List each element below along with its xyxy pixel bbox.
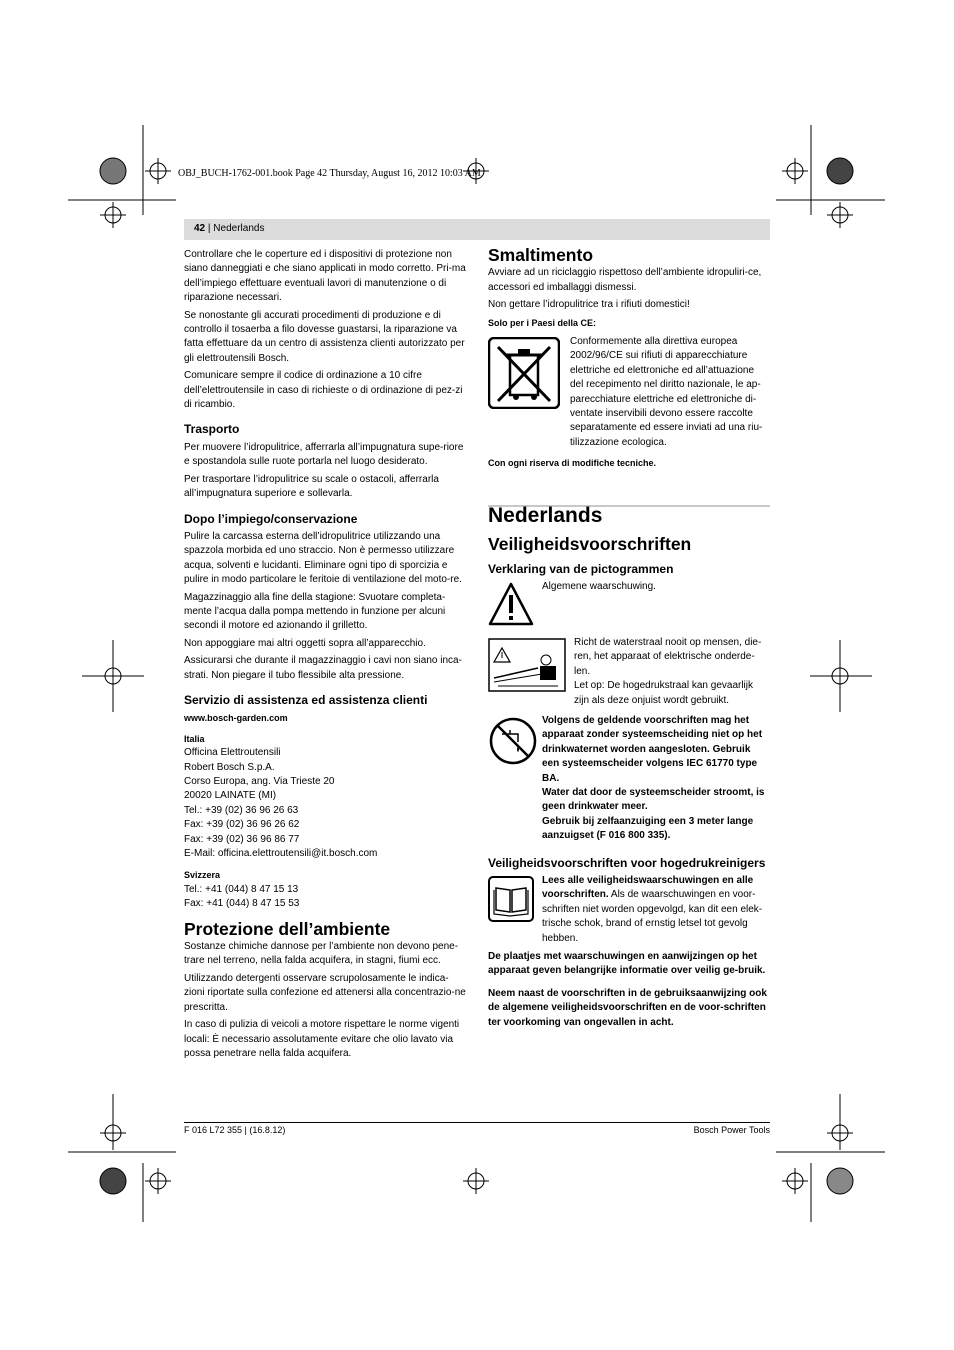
paragraph: Per trasportare l’idropulitrice su scale o ostacoli, afferrarla all’impugnatura superiore e sollevarla. xyxy=(184,473,439,500)
pictogram-text: Algemene waarschuwing. xyxy=(542,580,656,592)
section-heading-servizio: Servizio di assistenza ed assistenza clienti xyxy=(184,692,428,707)
paragraph: Assicurarsi che durante il magazzinaggio i cavi non siano inca-strati. Non piegare il tubo flessibile alta pressione. xyxy=(184,655,462,681)
water-jet-warning-icon xyxy=(488,638,566,692)
footer-left: F 016 L72 355 | (16.8.12) xyxy=(184,1125,286,1135)
section-heading-smaltimento: Smaltimento xyxy=(488,245,594,265)
address-line: Tel.: +41 (044) 8 47 15 13 xyxy=(184,883,299,895)
address-line: Robert Bosch S.p.A. xyxy=(184,761,275,773)
email-line: E-Mail: officina.elettroutensili@it.bosch.com xyxy=(184,848,378,860)
paragraph: Avviare ad un riciclaggio rispettoso dell’ambiente idropuliri-ce, accessori ed imballaggi dismessi. xyxy=(488,267,762,293)
weee-bin-icon xyxy=(488,337,560,409)
spray-pictogram-row xyxy=(488,636,770,712)
address-line: Fax: +39 (02) 36 96 26 62 xyxy=(184,819,300,831)
backflow-pictogram-row xyxy=(488,714,770,844)
website-link[interactable]: www.bosch-garden.com xyxy=(184,713,288,724)
manual-pictogram-row xyxy=(488,874,770,946)
warning-pictogram-row xyxy=(488,580,770,632)
footer-rule xyxy=(184,1122,770,1123)
section-heading-dopo: Dopo l’impiego/conservazione xyxy=(184,511,358,526)
print-info-line: OBJ_BUCH-1762-001.book Page 42 Thursday, August 16, 2012 10:03 AM xyxy=(178,168,481,179)
paragraph: Magazzinaggio alla fine della stagione: Svuotare completa-mente l’acqua dalla pompa mettendo in funzione per alcuni secondi il motore ed azionando il grilletto. xyxy=(184,591,446,632)
paragraph: Comunicare sempre il codice di ordinazione a 10 cifre dell’elettroutensile in caso di richieste o di ordinazione di pez-zi di ricambio. xyxy=(184,370,463,411)
address-line: Tel.: +39 (02) 36 96 26 63 xyxy=(184,804,299,816)
address-line: Officina Elettroutensili xyxy=(184,747,281,759)
paragraph: Utilizzando detergenti osservare scrupolosamente le indica-zioni riportate sulla confezione ed attenersi alla concentrazio-ne prescritta. xyxy=(184,972,466,1013)
pictogram-text-bold: Lees alle veiligheidswaarschuwingen en alle voorschriften. xyxy=(542,874,754,901)
page-header xyxy=(184,219,770,240)
read-manual-icon xyxy=(488,876,534,922)
left-column xyxy=(184,248,467,1064)
section-heading-trasporto: Trasporto xyxy=(184,422,240,437)
address-line: Fax: +39 (02) 36 96 86 77 xyxy=(184,833,300,845)
paragraph: Neem naast de voorschriften in de gebruiksaanwijzing ook de algemene veiligheidsvoorschriften en de voor-schriften ter voorkoming van ongevallen in acht. xyxy=(488,987,767,1028)
warning-triangle-icon xyxy=(488,582,534,626)
pictogram-text: Richt de waterstraal nooit op mensen, die-ren, het apparaat of elektrische onderde-len. xyxy=(574,636,762,677)
section-heading-protezione: Protezione dell’ambiente xyxy=(184,918,391,939)
section-heading-verklaring: Verklaring van de pictogrammen xyxy=(488,561,674,576)
paragraph: Non gettare l’idropulitrice tra i rifiuti domestici! xyxy=(488,299,690,311)
paragraph: Controllare che le coperture ed i dispositivi di protezione non siano danneggiati e che siano applicati in modo corretto. Pri-ma dell’impiego effettuare eventuali lavori di manutenzione o di riparazione necessari. xyxy=(184,249,466,304)
paragraph: In caso di pulizia di veicoli a motore rispettare le norme vigenti locali: È necessario assolutamente evitare che olio lavato via possa penetrare nella falda acquifera. xyxy=(184,1019,460,1059)
pictogram-text: Gebruik bij zelfaanzuiging een 3 meter lange aanzuigset (F 016 800 335). xyxy=(542,815,754,842)
page-number: 42 xyxy=(194,223,206,234)
pictogram-text: Let op: De hogedrukstraal kan gevaarlijk zijn als deze onjuist wordt gebruikt. xyxy=(574,680,753,706)
country-italia: Italia xyxy=(184,733,205,744)
section-heading-hogedruk: Veiligheidsvoorschriften voor hogedrukreinigers xyxy=(488,855,766,870)
header-section: Nederlands xyxy=(213,223,265,234)
weee-block xyxy=(488,335,770,450)
pictogram-text: Water dat door de systeemscheider stroomt, is geen drinkwater meer. xyxy=(542,786,765,813)
paragraph: Non appoggiare mai altri oggetti sopra all’apparecchio. xyxy=(184,637,426,649)
pictogram-text: Volgens de geldende voorschriften mag het apparaat zonder systeemscheiding niet op het drinkwaternet worden aangesloten. Gebruik een systeemscheider volgens IEC 61770 type BA. xyxy=(542,714,763,784)
language-title-nederlands: Nederlands xyxy=(488,503,603,527)
reservation-note: Con ogni riserva di modifiche tecniche. xyxy=(488,458,657,469)
paragraph: Per muovere l’idropulitrice, afferrarla all’impugnatura supe-riore e spostandola sulle ruote portarla nel luogo desiderato. xyxy=(184,441,464,468)
address-line: Corso Europa, ang. Via Trieste 20 xyxy=(184,776,335,787)
footer-right: Bosch Power Tools xyxy=(693,1125,770,1135)
address-line: Fax: +41 (044) 8 47 15 53 xyxy=(184,898,300,910)
paragraph: Se nonostante gli accurati procedimenti di produzione e di controllo il tosaerba a filo dovesse guastarsi, la riparazione va fatta effettuare da un centro di assistenza clienti autorizzato per gli elettroutensili Bosch. xyxy=(184,309,465,364)
paragraph: Sostanze chimiche dannose per l’ambiente non devono pene-trare nel terreno, nella falda acquifera, in stagni, fiumi ecc. xyxy=(184,941,459,967)
section-heading-veiligheid: Veiligheidsvoorschriften xyxy=(488,534,692,555)
header-separator: | xyxy=(207,223,211,234)
pictogram-text: Als de waarschuwingen en voor-schriften niet worden opgevolgd, kan dit een elek-trische schok, brand of ernstig letsel tot gevolg hebben. xyxy=(542,889,763,944)
right-column xyxy=(488,240,770,1033)
weee-text: Conformemente alla direttiva europea 2002/96/CE sui rifiuti di apparecchiature elettriche ed elettroniche ed all’attuazione del recepimento nel diritto nazionale, le ap-parecchiature elettriche ed elettroniche di-ventate inservibili devono essere raccolte separatamente ed essere inviati ad una riu-tilizzazione ecologica. xyxy=(570,336,763,448)
paragraph: Pulire la carcassa esterna dell’idropulitrice utilizzando una spazzola morbida ed uno straccio. Non è permesso utilizzare acqua, solventi e lucidanti. Eliminare ogni tipo di sporcizia e pulire in modo particolare le feritoie di ventilazione del moto-re. xyxy=(184,530,462,586)
country-svizzera: Svizzera xyxy=(184,870,221,881)
no-drinking-water-icon xyxy=(488,716,538,766)
paragraph: De plaatjes met waarschuwingen en aanwijzingen op het apparaat geven belangrijke informatie over veilig ge-bruik. xyxy=(488,951,766,977)
address-line: 20020 LAINATE (MI) xyxy=(184,790,277,802)
ce-label: Solo per i Paesi della CE: xyxy=(488,317,597,328)
